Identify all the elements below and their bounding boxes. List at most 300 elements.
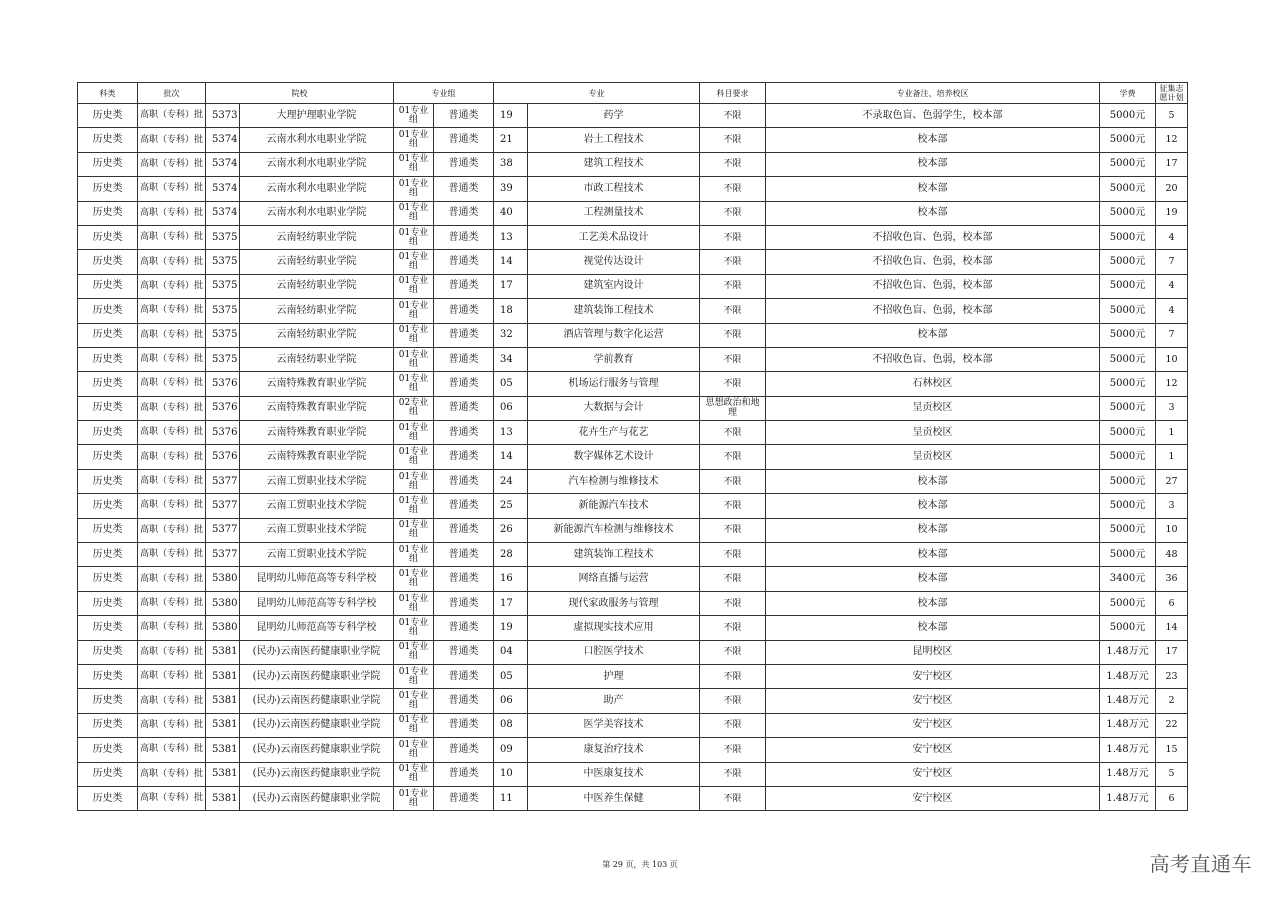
- cell-school-name: (民办)云南医药健康职业学院: [240, 762, 394, 786]
- cell-subject-req: 不限: [700, 494, 766, 518]
- cell-remark: 呈贡校区: [766, 421, 1100, 445]
- cell-batch: 高职（专科）批: [138, 713, 206, 737]
- cell-plan: 23: [1156, 664, 1188, 688]
- cell-remark: 校本部: [766, 567, 1100, 591]
- cell-remark: 校本部: [766, 177, 1100, 201]
- cell-group: 01专业组: [394, 616, 434, 640]
- cell-major-name: 药学: [528, 104, 700, 128]
- cell-subject-req: 不限: [700, 250, 766, 274]
- table-row: [78, 616, 1188, 640]
- table-row: [78, 664, 1188, 688]
- table-row: [78, 689, 1188, 713]
- cell-remark: 不招收色盲、色弱，校本部: [766, 250, 1100, 274]
- cell-subject-req: 不限: [700, 104, 766, 128]
- table-row: [78, 225, 1188, 249]
- cell-plan: 12: [1156, 128, 1188, 152]
- cell-category: 历史类: [78, 299, 138, 323]
- cell-tuition: 5000元: [1100, 225, 1156, 249]
- cell-batch: 高职（专科）批: [138, 250, 206, 274]
- cell-subject-req: 不限: [700, 421, 766, 445]
- cell-group: 01专业组: [394, 543, 434, 567]
- cell-plan: 6: [1156, 591, 1188, 615]
- cell-tuition: 1.48万元: [1100, 664, 1156, 688]
- cell-plan: 22: [1156, 713, 1188, 737]
- cell-school-code: 5381: [206, 762, 240, 786]
- cell-category: 历史类: [78, 421, 138, 445]
- table-row: [78, 591, 1188, 615]
- cell-remark: 不录取色盲、色弱学生，校本部: [766, 104, 1100, 128]
- cell-category: 历史类: [78, 396, 138, 420]
- cell-school-name: (民办)云南医药健康职业学院: [240, 738, 394, 762]
- cell-group-type: 普通类: [434, 616, 494, 640]
- cell-group: 01专业组: [394, 274, 434, 298]
- cell-subject-req: 不限: [700, 689, 766, 713]
- cell-category: 历史类: [78, 225, 138, 249]
- cell-group: 01专业组: [394, 786, 434, 810]
- cell-tuition: 5000元: [1100, 616, 1156, 640]
- cell-school-code: 5381: [206, 689, 240, 713]
- cell-category: 历史类: [78, 250, 138, 274]
- table-row: [78, 786, 1188, 810]
- cell-remark: 不招收色盲、色弱，校本部: [766, 274, 1100, 298]
- cell-school-code: 5380: [206, 567, 240, 591]
- cell-plan: 14: [1156, 616, 1188, 640]
- cell-remark: 安宁校区: [766, 689, 1100, 713]
- cell-group: 01专业组: [394, 591, 434, 615]
- cell-school-name: (民办)云南医药健康职业学院: [240, 786, 394, 810]
- cell-category: 历史类: [78, 640, 138, 664]
- cell-major-code: 24: [494, 469, 528, 493]
- cell-major-name: 大数据与会计: [528, 396, 700, 420]
- cell-major-name: 助产: [528, 689, 700, 713]
- cell-major-code: 38: [494, 152, 528, 176]
- cell-plan: 17: [1156, 152, 1188, 176]
- cell-batch: 高职（专科）批: [138, 640, 206, 664]
- cell-school-name: 云南工贸职业技术学院: [240, 518, 394, 542]
- cell-tuition: 5000元: [1100, 445, 1156, 469]
- cell-category: 历史类: [78, 738, 138, 762]
- cell-major-name: 视觉传达设计: [528, 250, 700, 274]
- cell-tuition: 5000元: [1100, 152, 1156, 176]
- cell-category: 历史类: [78, 762, 138, 786]
- cell-group: 01专业组: [394, 762, 434, 786]
- cell-batch: 高职（专科）批: [138, 762, 206, 786]
- cell-major-name: 虚拟现实技术应用: [528, 616, 700, 640]
- table-row: [78, 567, 1188, 591]
- cell-major-code: 09: [494, 738, 528, 762]
- cell-tuition: 5000元: [1100, 201, 1156, 225]
- cell-tuition: 1.48万元: [1100, 762, 1156, 786]
- cell-category: 历史类: [78, 274, 138, 298]
- cell-group: 01专业组: [394, 738, 434, 762]
- cell-plan: 4: [1156, 274, 1188, 298]
- cell-batch: 高职（专科）批: [138, 469, 206, 493]
- cell-category: 历史类: [78, 323, 138, 347]
- cell-major-name: 新能源汽车技术: [528, 494, 700, 518]
- table-row: [78, 518, 1188, 542]
- cell-tuition: 5000元: [1100, 421, 1156, 445]
- cell-plan: 4: [1156, 299, 1188, 323]
- cell-major-code: 25: [494, 494, 528, 518]
- cell-major-name: 岩土工程技术: [528, 128, 700, 152]
- cell-major-code: 40: [494, 201, 528, 225]
- cell-batch: 高职（专科）批: [138, 299, 206, 323]
- cell-major-name: 数字媒体艺术设计: [528, 445, 700, 469]
- table-row: [78, 177, 1188, 201]
- table-row: [78, 543, 1188, 567]
- cell-group-type: 普通类: [434, 469, 494, 493]
- cell-group: 01专业组: [394, 347, 434, 371]
- header-subject-req: 科目要求: [700, 83, 766, 104]
- cell-subject-req: 不限: [700, 738, 766, 762]
- cell-school-name: 云南轻纺职业学院: [240, 299, 394, 323]
- table-row: [78, 347, 1188, 371]
- cell-category: 历史类: [78, 713, 138, 737]
- cell-category: 历史类: [78, 201, 138, 225]
- cell-school-code: 5375: [206, 347, 240, 371]
- table-row: [78, 713, 1188, 737]
- cell-batch: 高职（专科）批: [138, 518, 206, 542]
- cell-batch: 高职（专科）批: [138, 152, 206, 176]
- cell-major-name: 现代家政服务与管理: [528, 591, 700, 615]
- cell-group-type: 普通类: [434, 664, 494, 688]
- cell-category: 历史类: [78, 177, 138, 201]
- table-row: [78, 274, 1188, 298]
- cell-major-name: 酒店管理与数字化运营: [528, 323, 700, 347]
- cell-school-code: 5376: [206, 396, 240, 420]
- cell-major-name: 建筑装饰工程技术: [528, 299, 700, 323]
- cell-school-code: 5375: [206, 323, 240, 347]
- cell-group-type: 普通类: [434, 225, 494, 249]
- table-row: [78, 250, 1188, 274]
- cell-category: 历史类: [78, 445, 138, 469]
- cell-major-name: 护理: [528, 664, 700, 688]
- cell-school-code: 5381: [206, 786, 240, 810]
- cell-category: 历史类: [78, 616, 138, 640]
- cell-subject-req: 不限: [700, 323, 766, 347]
- cell-major-code: 14: [494, 250, 528, 274]
- cell-group-type: 普通类: [434, 689, 494, 713]
- table-row: [78, 469, 1188, 493]
- cell-group: 01专业组: [394, 421, 434, 445]
- table-row: [78, 738, 1188, 762]
- cell-group: 01专业组: [394, 177, 434, 201]
- cell-category: 历史类: [78, 664, 138, 688]
- cell-major-code: 21: [494, 128, 528, 152]
- cell-plan: 10: [1156, 347, 1188, 371]
- cell-plan: 12: [1156, 372, 1188, 396]
- cell-batch: 高职（专科）批: [138, 689, 206, 713]
- cell-school-code: 5377: [206, 494, 240, 518]
- cell-batch: 高职（专科）批: [138, 396, 206, 420]
- cell-subject-req: 不限: [700, 347, 766, 371]
- table-row: [78, 445, 1188, 469]
- header-plan: 征集志愿计划: [1156, 83, 1188, 104]
- cell-group: 01专业组: [394, 713, 434, 737]
- cell-school-code: 5380: [206, 591, 240, 615]
- cell-school-name: 云南水利水电职业学院: [240, 128, 394, 152]
- cell-tuition: 1.48万元: [1100, 689, 1156, 713]
- cell-tuition: 5000元: [1100, 177, 1156, 201]
- table-row: [78, 421, 1188, 445]
- cell-batch: 高职（专科）批: [138, 445, 206, 469]
- cell-school-code: 5377: [206, 469, 240, 493]
- cell-remark: 安宁校区: [766, 664, 1100, 688]
- cell-batch: 高职（专科）批: [138, 567, 206, 591]
- table-row: [78, 640, 1188, 664]
- cell-major-name: 医学美容技术: [528, 713, 700, 737]
- table-row: [78, 104, 1188, 128]
- header-school: 院校: [206, 83, 394, 104]
- cell-tuition: 5000元: [1100, 104, 1156, 128]
- cell-category: 历史类: [78, 104, 138, 128]
- cell-group: 01专业组: [394, 567, 434, 591]
- cell-remark: 安宁校区: [766, 713, 1100, 737]
- cell-major-name: 新能源汽车检测与维修技术: [528, 518, 700, 542]
- cell-major-name: 口腔医学技术: [528, 640, 700, 664]
- cell-plan: 1: [1156, 421, 1188, 445]
- cell-group: 01专业组: [394, 323, 434, 347]
- cell-remark: 不招收色盲、色弱，校本部: [766, 225, 1100, 249]
- cell-major-code: 18: [494, 299, 528, 323]
- cell-remark: 呈贡校区: [766, 396, 1100, 420]
- cell-batch: 高职（专科）批: [138, 104, 206, 128]
- cell-batch: 高职（专科）批: [138, 274, 206, 298]
- cell-remark: 石林校区: [766, 372, 1100, 396]
- cell-remark: 校本部: [766, 152, 1100, 176]
- cell-school-code: 5376: [206, 421, 240, 445]
- cell-group: 01专业组: [394, 225, 434, 249]
- cell-tuition: 5000元: [1100, 543, 1156, 567]
- cell-remark: 不招收色盲、色弱，校本部: [766, 347, 1100, 371]
- cell-school-name: 云南工贸职业技术学院: [240, 469, 394, 493]
- cell-subject-req: 不限: [700, 786, 766, 810]
- cell-group: 01专业组: [394, 518, 434, 542]
- cell-plan: 15: [1156, 738, 1188, 762]
- header-batch: 批次: [138, 83, 206, 104]
- cell-major-code: 17: [494, 591, 528, 615]
- table-row: [78, 323, 1188, 347]
- cell-school-code: 5375: [206, 225, 240, 249]
- cell-school-name: 云南特殊教育职业学院: [240, 396, 394, 420]
- cell-major-code: 06: [494, 396, 528, 420]
- cell-group: 01专业组: [394, 128, 434, 152]
- cell-major-name: 学前教育: [528, 347, 700, 371]
- cell-school-code: 5374: [206, 201, 240, 225]
- cell-plan: 36: [1156, 567, 1188, 591]
- cell-subject-req: 不限: [700, 225, 766, 249]
- cell-school-code: 5374: [206, 128, 240, 152]
- cell-major-code: 26: [494, 518, 528, 542]
- cell-major-code: 28: [494, 543, 528, 567]
- cell-tuition: 5000元: [1100, 469, 1156, 493]
- cell-school-name: 云南特殊教育职业学院: [240, 372, 394, 396]
- cell-batch: 高职（专科）批: [138, 177, 206, 201]
- cell-major-code: 32: [494, 323, 528, 347]
- cell-school-name: 云南特殊教育职业学院: [240, 421, 394, 445]
- cell-major-code: 14: [494, 445, 528, 469]
- cell-subject-req: 不限: [700, 372, 766, 396]
- cell-plan: 7: [1156, 250, 1188, 274]
- cell-plan: 7: [1156, 323, 1188, 347]
- cell-major-name: 建筑室内设计: [528, 274, 700, 298]
- cell-major-code: 08: [494, 713, 528, 737]
- cell-group: 02专业组: [394, 396, 434, 420]
- cell-group-type: 普通类: [434, 177, 494, 201]
- cell-tuition: 5000元: [1100, 274, 1156, 298]
- cell-subject-req: 不限: [700, 445, 766, 469]
- cell-subject-req: 不限: [700, 543, 766, 567]
- cell-group-type: 普通类: [434, 543, 494, 567]
- cell-category: 历史类: [78, 128, 138, 152]
- cell-group: 01专业组: [394, 104, 434, 128]
- cell-subject-req: 不限: [700, 591, 766, 615]
- cell-group: 01专业组: [394, 372, 434, 396]
- cell-major-name: 市政工程技术: [528, 177, 700, 201]
- cell-tuition: 5000元: [1100, 250, 1156, 274]
- cell-subject-req: 不限: [700, 762, 766, 786]
- cell-school-code: 5381: [206, 713, 240, 737]
- table-row: [78, 372, 1188, 396]
- cell-remark: 校本部: [766, 323, 1100, 347]
- cell-group: 01专业组: [394, 445, 434, 469]
- cell-batch: 高职（专科）批: [138, 347, 206, 371]
- cell-group: 01专业组: [394, 250, 434, 274]
- cell-major-code: 13: [494, 225, 528, 249]
- cell-school-name: 云南轻纺职业学院: [240, 250, 394, 274]
- cell-category: 历史类: [78, 372, 138, 396]
- cell-school-name: (民办)云南医药健康职业学院: [240, 713, 394, 737]
- cell-group: 01专业组: [394, 689, 434, 713]
- cell-major-code: 06: [494, 689, 528, 713]
- cell-category: 历史类: [78, 689, 138, 713]
- cell-tuition: 3400元: [1100, 567, 1156, 591]
- cell-tuition: 5000元: [1100, 372, 1156, 396]
- cell-group: 01专业组: [394, 299, 434, 323]
- header-remarks: 专业备注、培养校区: [766, 83, 1100, 104]
- cell-tuition: 5000元: [1100, 591, 1156, 615]
- cell-major-name: 花卉生产与花艺: [528, 421, 700, 445]
- cell-group-type: 普通类: [434, 640, 494, 664]
- cell-major-name: 建筑装饰工程技术: [528, 543, 700, 567]
- cell-major-code: 05: [494, 664, 528, 688]
- cell-group-type: 普通类: [434, 250, 494, 274]
- cell-plan: 48: [1156, 543, 1188, 567]
- cell-group-type: 普通类: [434, 567, 494, 591]
- cell-batch: 高职（专科）批: [138, 421, 206, 445]
- cell-remark: 昆明校区: [766, 640, 1100, 664]
- cell-group: 01专业组: [394, 494, 434, 518]
- cell-remark: 安宁校区: [766, 738, 1100, 762]
- cell-school-name: 云南工贸职业技术学院: [240, 494, 394, 518]
- cell-batch: 高职（专科）批: [138, 201, 206, 225]
- cell-remark: 校本部: [766, 494, 1100, 518]
- cell-group-type: 普通类: [434, 421, 494, 445]
- cell-tuition: 5000元: [1100, 494, 1156, 518]
- cell-tuition: 5000元: [1100, 396, 1156, 420]
- cell-group-type: 普通类: [434, 128, 494, 152]
- cell-tuition: 1.48万元: [1100, 640, 1156, 664]
- cell-batch: 高职（专科）批: [138, 225, 206, 249]
- cell-subject-req: 不限: [700, 299, 766, 323]
- cell-group-type: 普通类: [434, 762, 494, 786]
- cell-remark: 校本部: [766, 591, 1100, 615]
- cell-group: 01专业组: [394, 640, 434, 664]
- cell-subject-req: 不限: [700, 128, 766, 152]
- cell-batch: 高职（专科）批: [138, 616, 206, 640]
- cell-major-name: 康复治疗技术: [528, 738, 700, 762]
- cell-plan: 5: [1156, 104, 1188, 128]
- cell-subject-req: 不限: [700, 567, 766, 591]
- cell-remark: 校本部: [766, 128, 1100, 152]
- cell-category: 历史类: [78, 543, 138, 567]
- cell-remark: 校本部: [766, 201, 1100, 225]
- cell-plan: 6: [1156, 786, 1188, 810]
- cell-group-type: 普通类: [434, 713, 494, 737]
- cell-major-name: 工程测量技术: [528, 201, 700, 225]
- cell-group-type: 普通类: [434, 445, 494, 469]
- cell-group-type: 普通类: [434, 738, 494, 762]
- cell-school-code: 5374: [206, 177, 240, 201]
- cell-major-name: 中医养生保健: [528, 786, 700, 810]
- cell-major-code: 11: [494, 786, 528, 810]
- cell-major-name: 建筑工程技术: [528, 152, 700, 176]
- cell-batch: 高职（专科）批: [138, 543, 206, 567]
- cell-tuition: 5000元: [1100, 299, 1156, 323]
- cell-subject-req: 不限: [700, 713, 766, 737]
- cell-school-code: 5377: [206, 543, 240, 567]
- cell-batch: 高职（专科）批: [138, 591, 206, 615]
- cell-plan: 20: [1156, 177, 1188, 201]
- cell-plan: 5: [1156, 762, 1188, 786]
- cell-group: 01专业组: [394, 152, 434, 176]
- cell-major-code: 04: [494, 640, 528, 664]
- cell-batch: 高职（专科）批: [138, 494, 206, 518]
- cell-group-type: 普通类: [434, 299, 494, 323]
- cell-school-name: 云南水利水电职业学院: [240, 201, 394, 225]
- cell-subject-req: 不限: [700, 274, 766, 298]
- cell-group-type: 普通类: [434, 104, 494, 128]
- header-major: 专业: [494, 83, 700, 104]
- cell-school-name: 云南特殊教育职业学院: [240, 445, 394, 469]
- cell-tuition: 5000元: [1100, 518, 1156, 542]
- cell-school-name: (民办)云南医药健康职业学院: [240, 640, 394, 664]
- cell-school-code: 5381: [206, 664, 240, 688]
- cell-subject-req: 不限: [700, 664, 766, 688]
- cell-school-name: 云南水利水电职业学院: [240, 177, 394, 201]
- cell-group-type: 普通类: [434, 347, 494, 371]
- cell-batch: 高职（专科）批: [138, 372, 206, 396]
- cell-plan: 27: [1156, 469, 1188, 493]
- cell-school-name: 昆明幼儿师范高等专科学校: [240, 591, 394, 615]
- cell-school-code: 5375: [206, 274, 240, 298]
- cell-major-name: 网络直播与运营: [528, 567, 700, 591]
- cell-school-code: 5375: [206, 299, 240, 323]
- cell-batch: 高职（专科）批: [138, 738, 206, 762]
- cell-subject-req: 不限: [700, 518, 766, 542]
- cell-category: 历史类: [78, 786, 138, 810]
- cell-group-type: 普通类: [434, 494, 494, 518]
- table-body: [78, 104, 1188, 811]
- cell-remark: 校本部: [766, 543, 1100, 567]
- header-row: [78, 83, 1188, 104]
- cell-major-code: 34: [494, 347, 528, 371]
- cell-school-name: (民办)云南医药健康职业学院: [240, 689, 394, 713]
- cell-major-code: 19: [494, 616, 528, 640]
- table-row: [78, 299, 1188, 323]
- cell-group-type: 普通类: [434, 518, 494, 542]
- table-row: [78, 396, 1188, 420]
